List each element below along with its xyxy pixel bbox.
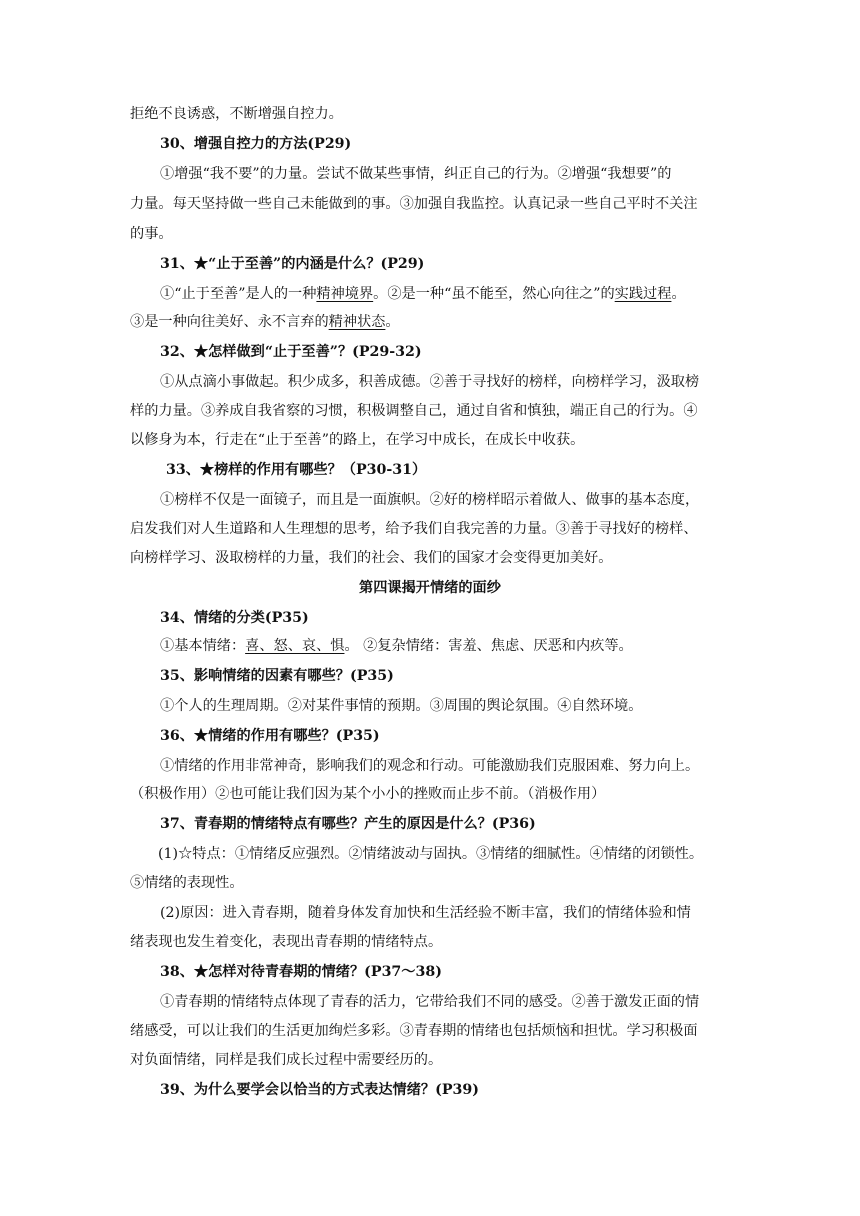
text-line: （积极作用）②也可能让我们因为某个小小的挫败而止步不前。（消极作用）: [130, 786, 606, 802]
text-line: [130, 312, 400, 332]
text-line: 对负面情绪，同样是我们成长过程中需要经历的。: [130, 1052, 443, 1068]
underlined-keyword: 精神境界: [316, 286, 374, 302]
text-segment: ③是一种向往美好、永不言弃的: [130, 314, 329, 330]
text-line: 绪表现也发生着变化，表现出青春期的情绪特点。: [130, 934, 443, 950]
text-line: 样的力量。③养成自我省察的习惯，积极调整自己，通过自省和慎独，端正自己的行为。④: [130, 403, 698, 419]
text-line: ①情绪的作用非常神奇，影响我们的观念和行动。可能激励我们克服困难、努力向上。: [160, 758, 700, 774]
underlined-keyword: 精神状态: [328, 314, 386, 330]
text-line: 绪感受，可以让我们的生活更加绚烂多彩。③青春期的情绪也包括烦恼和担忧。学习积极面: [130, 1023, 698, 1039]
text-line: ⑤情绪的表现性。: [130, 875, 244, 891]
text-line: [160, 636, 633, 656]
question-heading: 39、为什么要学会以恰当的方式表达情绪？(P39): [160, 1082, 479, 1098]
underlined-keyword: 喜、怒、哀、惧: [245, 638, 345, 654]
question-heading: 34、情绪的分类(P35): [160, 610, 309, 626]
section-title: 第四课揭开情绪的面纱: [359, 580, 501, 596]
text-segment: 。: [671, 286, 686, 302]
question-heading: 30、增强自控力的方法(P29): [160, 136, 352, 152]
text-line: [160, 284, 686, 304]
underlined-keyword: 实践过程: [614, 286, 672, 302]
text-segment: 。 ②复杂情绪：害羞、焦虑、厌恶和内疚等。: [344, 638, 633, 654]
text-segment: ①“止于至善”是人的一种: [160, 286, 317, 302]
question-heading: 35、影响情绪的因素有哪些？(P35): [160, 668, 394, 684]
text-line: ①从点滴小事做起。积少成多，积善成德。②善于寻找好的榜样，向榜样学习，汲取榜: [160, 374, 700, 390]
question-heading: 38、★怎样对待青春期的情绪？(P37～38): [160, 964, 442, 980]
text-segment: ①基本情绪：: [160, 638, 246, 654]
question-heading: 36、★情绪的作用有哪些？(P35): [160, 728, 380, 744]
text-segment: 。: [385, 314, 400, 330]
text-line: ①个人的生理周期。②对某件事情的预期。③周围的舆论氛围。④自然环境。: [160, 698, 643, 714]
text-line: ①青春期的情绪特点体现了青春的活力，它带给我们不同的感受。②善于激发正面的情: [160, 994, 700, 1010]
text-line: (1)☆特点：①情绪反应强烈。②情绪波动与固执。③情绪的细腻性。④情绪的闭锁性。: [158, 846, 704, 862]
text-line: 启发我们对人生道路和人生理想的思考，给予我们自我完善的力量。③善于寻找好的榜样、: [130, 521, 698, 537]
question-heading: 33、★榜样的作用有哪些？（P30-31）: [166, 462, 427, 478]
text-line: 向榜样学习、汲取榜样的力量，我们的社会、我们的国家才会变得更加美好。: [130, 550, 613, 566]
text-line: 拒绝不良诱惑，不断增强自控力。: [130, 106, 343, 122]
question-heading: 37、青春期的情绪特点有哪些？产生的原因是什么？(P36): [160, 816, 536, 832]
text-line: 以修身为本，行走在“止于至善”的路上，在学习中成长，在成长中收获。: [130, 432, 585, 448]
text-line: 力量。每天坚持做一些自己未能做到的事。③加强自我监控。认真记录一些自己平时不关注: [130, 196, 698, 212]
text-line: ①榜样不仅是一面镜子，而且是一面旗帜。②好的榜样昭示着做人、做事的基本态度，: [160, 492, 700, 508]
text-line: 的事。: [130, 226, 173, 242]
text-line: ①增强“我不要”的力量。尝试不做某些事情，纠正自己的行为。②增强“我想要”的: [160, 166, 672, 182]
question-heading: 31、★“止于至善”的内涵是什么？(P29): [160, 256, 425, 272]
text-line: (2)原因：进入青春期，随着身体发育加快和生活经验不断丰富，我们的情绪体验和情: [160, 905, 691, 921]
question-heading: 32、★怎样做到“止于至善”？(P29-32): [160, 344, 422, 360]
text-segment: 。②是一种“虽不能至，然心向往之”的: [373, 286, 615, 302]
